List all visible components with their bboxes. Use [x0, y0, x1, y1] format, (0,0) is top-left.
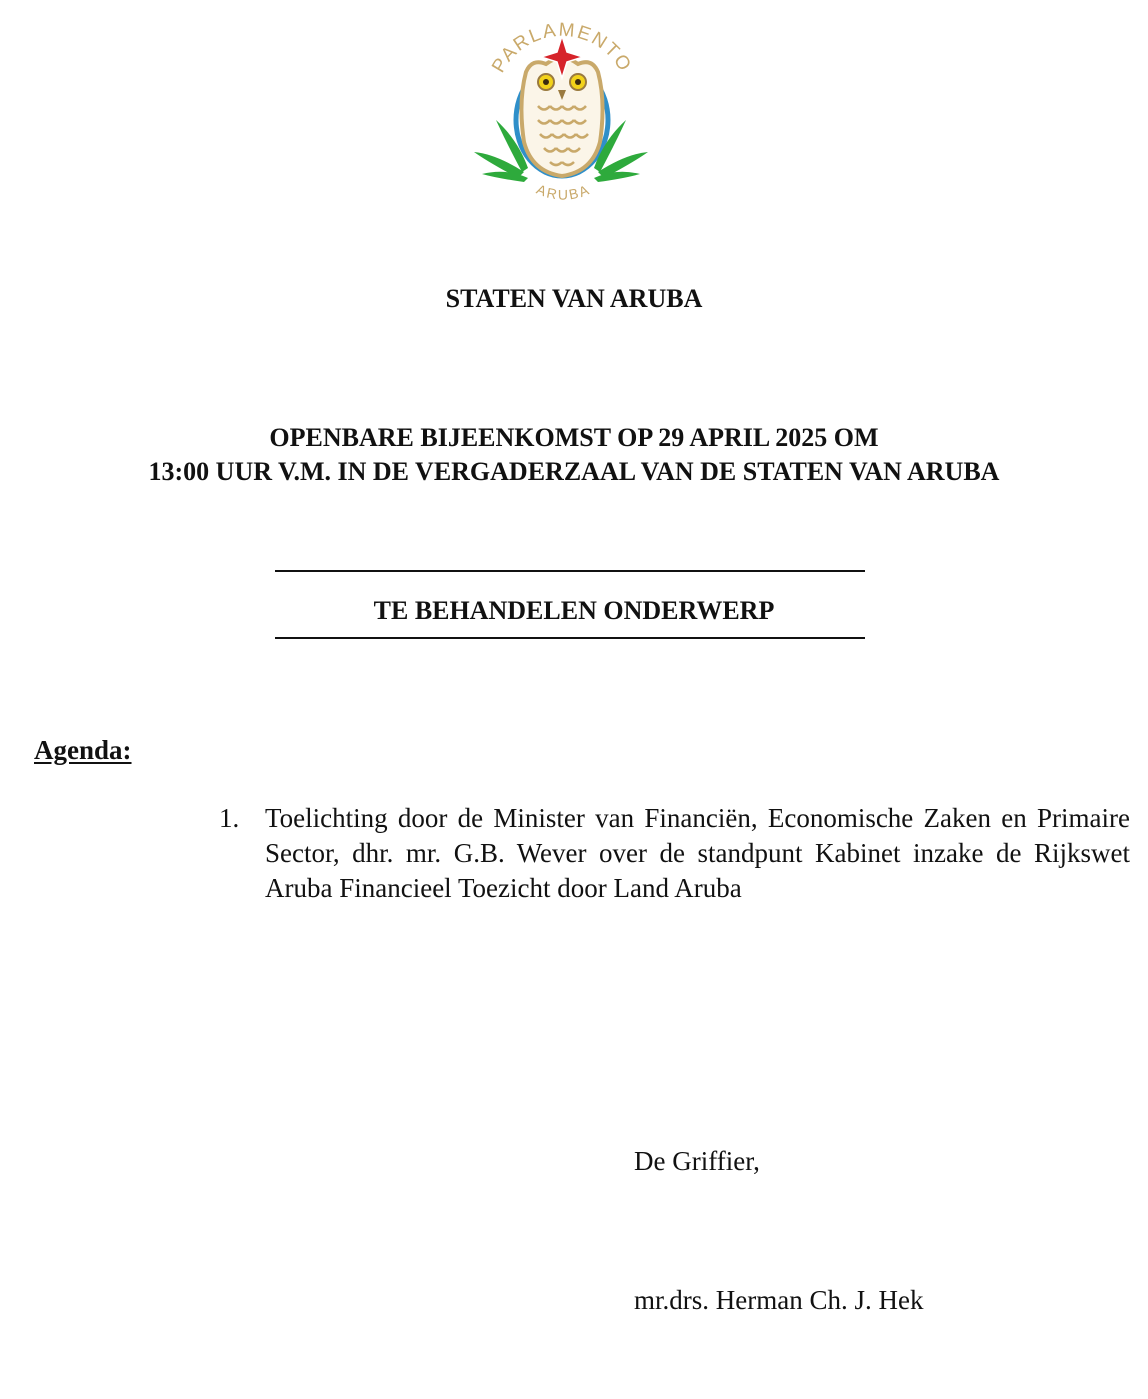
svg-text:PARLAMENTO: PARLAMENTO [488, 19, 636, 77]
subject-title: TE BEHANDELEN ONDERWERP [373, 596, 775, 625]
signoff-title: De Griffier, [634, 1146, 760, 1176]
signoff-name: mr.drs. Herman Ch. J. Hek [634, 1285, 924, 1315]
divider-top [275, 570, 865, 572]
meeting-info-line-2: 13:00 UUR V.M. IN DE VERGADERZAAL VAN DE STATEN VAN ARUBA [148, 457, 1000, 486]
divider-bottom [275, 637, 865, 639]
document-title: STATEN VAN ARUBA [445, 284, 703, 313]
svg-text:ARUBA: ARUBA [534, 180, 593, 203]
agenda-label: Agenda: [34, 735, 132, 765]
agenda-item-text: Toelichting door de Minister van Financiën, Economische Zaken en Primaire Sector, dhr. mr. G.B. Wever over de standpunt Kabinet inzake de Rijkswet Aruba Financieel Toezicht door Land Aruba [265, 803, 1130, 903]
agenda-item [219, 801, 1130, 906]
parlamento-aruba-logo [466, 2, 656, 217]
agenda-item-number: 1. [219, 803, 240, 833]
meeting-info-line-1: OPENBARE BIJEENKOMST OP 29 APRIL 2025 OM [269, 423, 879, 452]
